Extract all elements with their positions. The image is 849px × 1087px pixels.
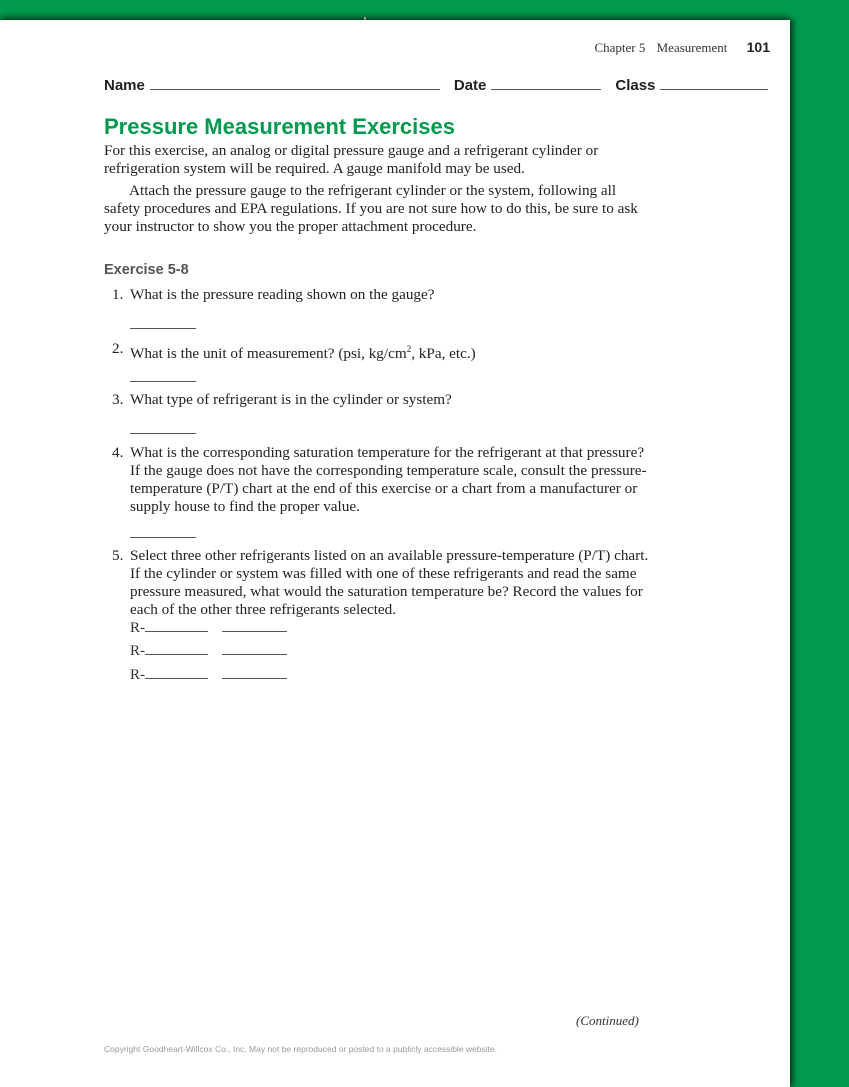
question-text-part: , kPa, etc.) (411, 345, 476, 363)
question-text-part: What is the unit of measurement? (psi, kg/cm (130, 345, 407, 363)
running-header (594, 39, 770, 56)
refrigerant-prefix: R- (130, 620, 145, 636)
intro-paragraph-2: Attach the pressure gauge to the refrigerant cylinder or the system, following all safety procedures and EPA regulations. If you are not sure how to do this, be sure to ask your instructor to show you the proper attachment procedure. (104, 182, 638, 235)
answer-4-field[interactable] (130, 537, 196, 538)
page-title: Pressure Measurement Exercises (104, 114, 455, 139)
question-number: 5. (112, 547, 124, 564)
intro-text (104, 142, 644, 240)
question-2 (112, 340, 652, 363)
refrigerant-prefix: R- (130, 643, 145, 659)
question-text (130, 340, 652, 363)
question-number: 1. (112, 286, 124, 303)
section-label: Measurement (656, 40, 728, 55)
date-field[interactable] (491, 77, 601, 90)
name-label: Name (104, 77, 145, 94)
question-text: Select three other refrigerants listed on an available pressure-temperature (P/T) chart. If the cylinder or system was filled with one of these refrigerants and read the same pressure measured, what would the saturation temperature be? Record the values for each of the other three refrigerants selected. (130, 547, 649, 618)
answer-3-field[interactable] (130, 433, 196, 434)
worksheet-page (0, 20, 790, 1087)
superscript: 2 (406, 344, 412, 354)
student-info-row (104, 77, 770, 94)
refrigerant-1-temperature-field[interactable] (222, 620, 287, 632)
question-text: What is the pressure reading shown on the gauge? (130, 286, 435, 303)
question-number: 4. (112, 444, 124, 461)
refrigerant-row-3 (130, 667, 287, 684)
intro-paragraph-1: For this exercise, an analog or digital pressure gauge and a refrigerant cylinder or refrigeration system will be required. A gauge manifold may be used. (104, 142, 599, 177)
answer-1-field[interactable] (130, 328, 196, 329)
exercise-heading: Exercise 5-8 (104, 262, 189, 278)
question-1 (112, 286, 652, 304)
refrigerant-2-number-field[interactable] (145, 643, 208, 655)
copyright-notice: Copyright Goodheart-Willcox Co., Inc. May not be reproduced or posted to a publicly accessible website. (104, 1044, 498, 1054)
class-field[interactable] (660, 77, 768, 90)
date-label: Date (453, 77, 487, 94)
refrigerant-row-2 (130, 643, 287, 660)
question-text: What type of refrigerant is in the cylinder or system? (130, 391, 452, 408)
question-text: What is the corresponding saturation temperature for the refrigerant at that pressure? If the gauge does not have the corresponding temperature scale, consult the pressure-temperature (P/T) chart at the end of this exercise or a chart from a manufacturer or supply house to find the proper value. (130, 444, 647, 515)
answer-2-field[interactable] (130, 381, 196, 382)
refrigerant-1-number-field[interactable] (145, 620, 208, 632)
question-number: 2. (112, 340, 124, 357)
question-4 (112, 444, 652, 516)
refrigerant-2-temperature-field[interactable] (222, 643, 287, 655)
refrigerant-prefix: R- (130, 667, 145, 683)
question-3 (112, 391, 652, 409)
continued-note: (Continued) (576, 1013, 639, 1028)
refrigerant-3-temperature-field[interactable] (222, 667, 287, 679)
page-number: 101 (746, 39, 770, 55)
question-5 (112, 547, 652, 619)
question-number: 3. (112, 391, 124, 408)
name-field[interactable] (150, 77, 440, 90)
refrigerant-3-number-field[interactable] (145, 667, 208, 679)
class-label: Class (615, 77, 656, 94)
chapter-label: Chapter 5 (594, 40, 646, 55)
refrigerant-row-1 (130, 620, 287, 637)
